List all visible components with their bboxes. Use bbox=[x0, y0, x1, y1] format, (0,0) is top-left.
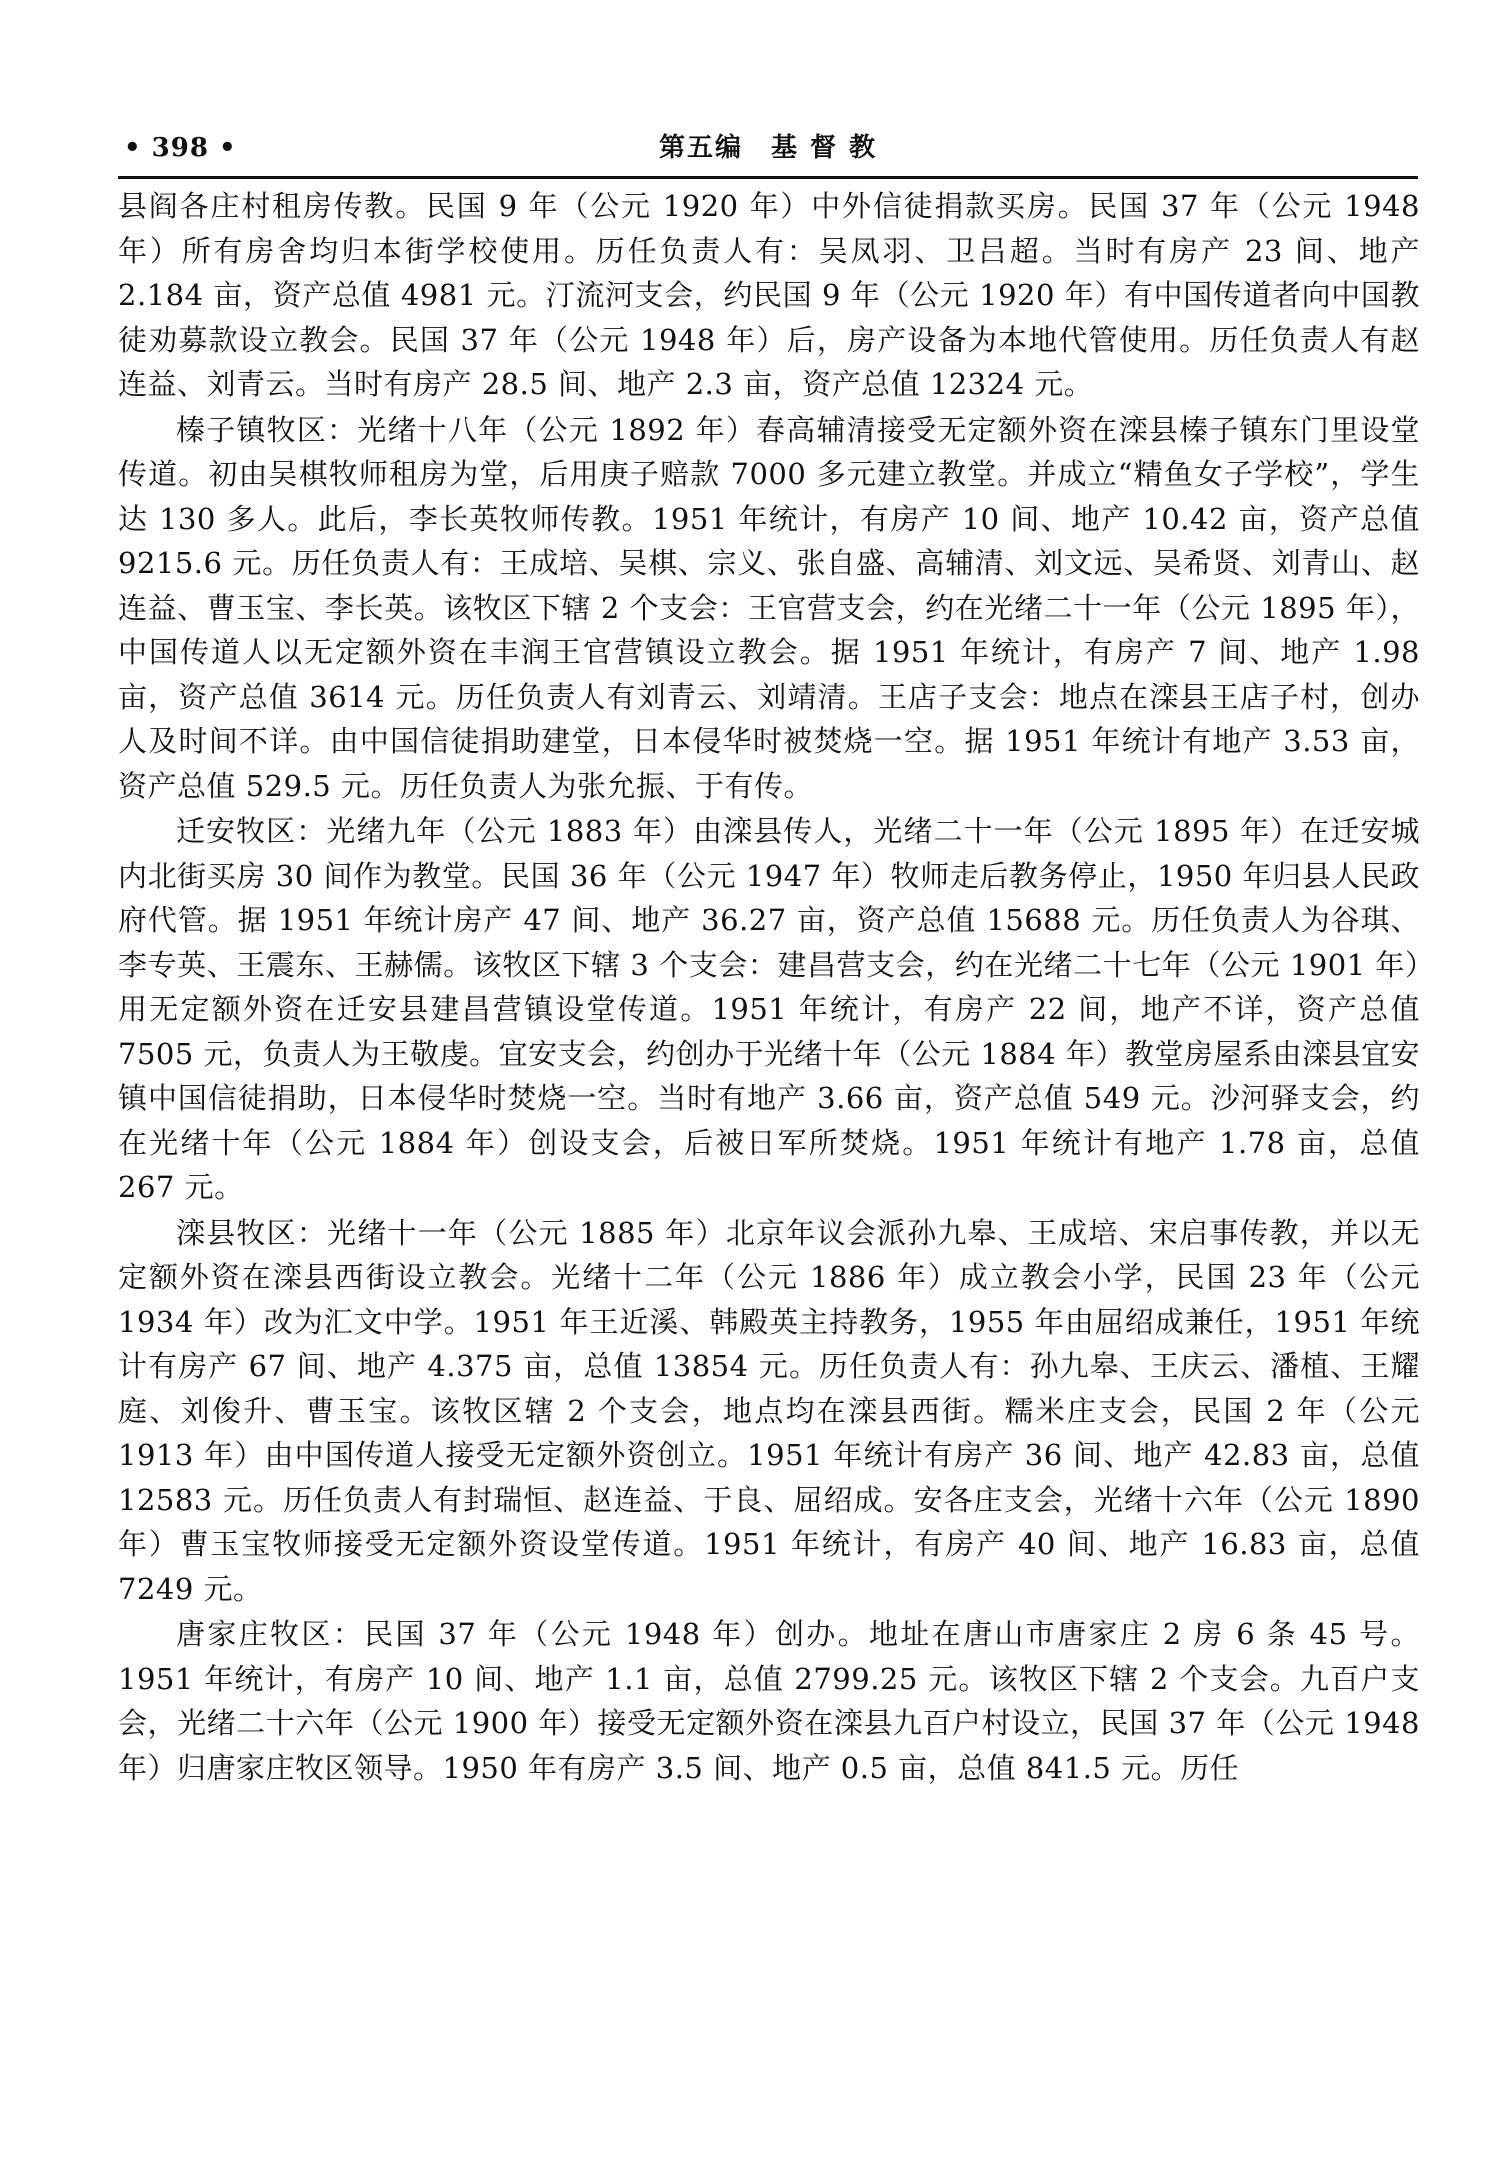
running-head bbox=[118, 128, 1418, 168]
paragraph-qianan-district: 迁安牧区：光绪九年（公元 1883 年）由滦县传人，光绪二十一年（公元 1895 年）在迁安城内北街买房 30 间作为教堂。民国 36 年（公元 1947 年）牧师走后教务停止，1950 年归县人民政府代管。据 1951 年统计房产 47 间、地产 36.27 亩，资产总值 15688 元。历任负责人为谷琪、李专英、王震东、王赫儒。该牧区下辖 3 个支会：建昌营支会，约在光绪二十七年（公元 1901 年）用无定额外资在迁安县建昌营镇设堂传道。1951 年统计，有房产 22 间，地产不详，资产总值 7505 元，负责人为王敬虔。宜安支会，约创办于光绪十年（公元 1884 年）教堂房屋系由滦县宜安镇中国信徒捐助，日本侵华时焚烧一空。当时有地产 3.66 亩，资产总值 549 元。沙河驿支会，约在光绪十年（公元 1884 年）创设支会，后被日军所焚烧。1951 年统计有地产 1.78 亩，总值 267 元。 bbox=[118, 814, 1421, 1204]
header-rule bbox=[118, 176, 1418, 179]
body-text bbox=[118, 184, 1420, 1790]
section-title: 第五编 基 督 教 bbox=[658, 133, 878, 163]
paragraph-tangjiazhuang-district: 唐家庄牧区：民国 37 年（公元 1948 年）创办。地址在唐山市唐家庄 2 房 6 条 45 号。1951 年统计，有房产 10 间、地产 1.1 亩，总值 2799.25 元。该牧区下辖 2 个支会。九百户支会，光绪二十六年（公元 1900 年）接受无定额外资在滦县九百户村设立，民国 37 年（公元 1948 年）归唐家庄牧区领导。1950 年有房产 3.5 间、地产 0.5 亩，总值 841.5 元。历任 bbox=[118, 1617, 1420, 1785]
paragraph-continued: 县阎各庄村租房传教。民国 9 年（公元 1920 年）中外信徒捐款买房。民国 37 年（公元 1948 年）所有房舍均归本街学校使用。历任负责人有：吴凤羽、卫吕超。当时有房产 23 间、地产 2.184 亩，资产总值 4981 元。汀流河支会，约民国 9 年（公元 1920 年）有中国传道者向中国教徒劝募款设立教会。民国 37 年（公元 1948 年）后，房产设备为本地代管使用。历任负责人有赵连益、刘青云。当时有房产 28.5 间、地产 2.3 亩，资产总值 12324 元。 bbox=[118, 189, 1420, 401]
paragraph-luanxian-district: 滦县牧区：光绪十一年（公元 1885 年）北京年议会派孙九皋、王成培、宋启事传教，并以无定额外资在滦县西街设立教会。光绪十二年（公元 1886 年）成立教会小学，民国 23 年（公元 1934 年）改为汇文中学。1951 年王近溪、韩殿英主持教务，1955 年由屈绍成兼任，1951 年统计有房产 67 间、地产 4.375 亩，总值 13854 元。历任负责人有：孙九皋、王庆云、潘植、王耀庭、刘俊升、曹玉宝。该牧区辖 2 个支会，地点均在滦县西街。糯米庄支会，民国 2 年（公元 1913 年）由中国传道人接受无定额外资创立。1951 年统计有房产 36 间、地产 42.83 亩，总值 12583 元。历任负责人有封瑞恒、赵连益、于良、屈绍成。安各庄支会，光绪十六年（公元 1890 年）曹玉宝牧师接受无定额外资设堂传道。1951 年统计，有房产 40 间、地产 16.83 亩，总值 7249 元。 bbox=[118, 1215, 1420, 1606]
paragraph-zhenzizhen-district: 榛子镇牧区：光绪十八年（公元 1892 年）春高辅清接受无定额外资在滦县榛子镇东门里设堂传道。初由吴棋牧师租房为堂，后用庚子赔款 7000 多元建立教堂。并成立“精鱼女子学校”，学生达 130 多人。此后，李长英牧师传教。1951 年统计，有房产 10 间、地产 10.42 亩，资产总值 9215.6 元。历任负责人有：王成培、吴棋、宗义、张自盛、高辅清、刘文远、吴希贤、刘青山、赵连益、曹玉宝、李长英。该牧区下辖 2 个支会：王官营支会，约在光绪二十一年（公元 1895 年），中国传道人以无定额外资在丰润王官营镇设立教会。据 1951 年统计，有房产 7 间、地产 1.98 亩，资产总值 3614 元。历任负责人有刘青云、刘靖清。王店子支会：地点在滦县王店子村，创办人及时间不详。由中国信徒捐助建堂，日本侵华时被焚烧一空。据 1951 年统计有地产 3.53 亩，资产总值 529.5 元。历任负责人为张允振、于有传。 bbox=[118, 412, 1420, 803]
page-number: • 398 • bbox=[124, 133, 237, 163]
